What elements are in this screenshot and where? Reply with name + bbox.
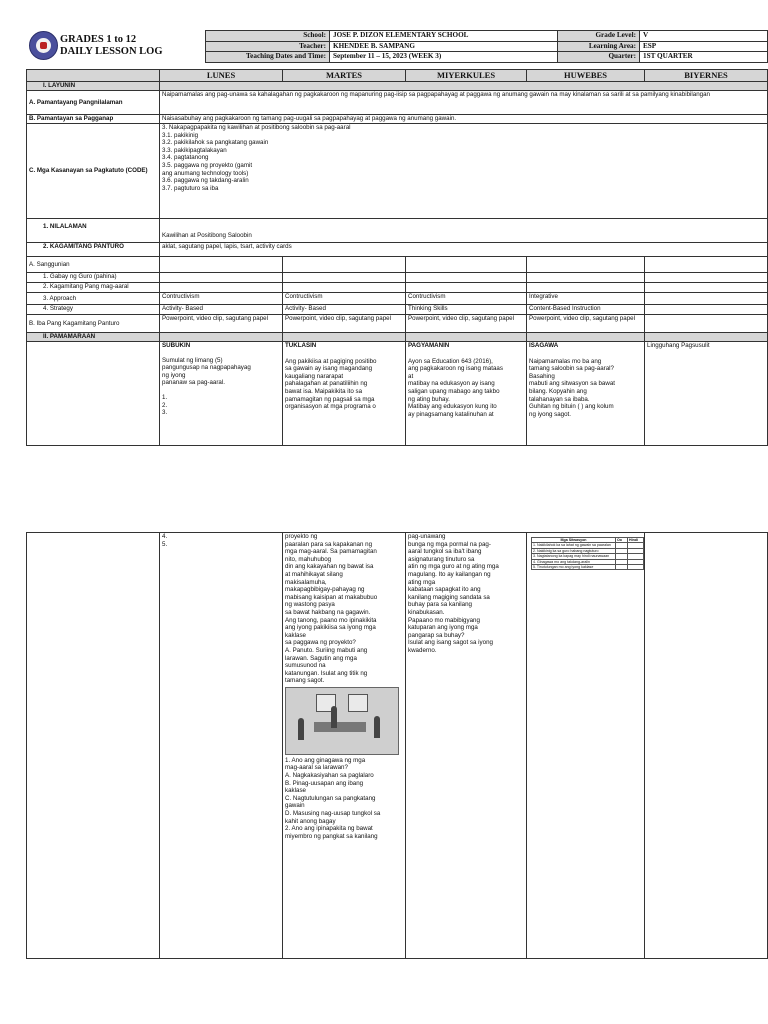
strategy-lunes: Activity- Based (160, 305, 283, 315)
miyerkules-procedure: PAGYAMANIN Ayon sa Education 643 (2016), ang pagkakaroon ng isang mataas at matibay na edukasyon ay isang saligan upang mabago ang takbo ng ating buhay. Matibay ang edukasyon kung ito ay pinagsamang katalinuhan at (406, 342, 527, 446)
pamantayang-pangnilalaman-text: Naipamamalas ang pag-unawa sa kahalagahan ng pagkakaroon ng mapanuring pag-iisip sa pagpapahayag at paggawa ng anumang gawain na may kinalaman sa sarili at sa pamilyang kinabibilangan (160, 91, 768, 115)
gabay-label: 1. Gabay ng Guro (pahina) (27, 273, 160, 283)
approach-lunes: Contructivism (160, 293, 283, 305)
day-header-huwebes: HUWEBES (527, 70, 645, 82)
approach-martes: Contructivism (283, 293, 406, 305)
iba-miyerkules: Powerpoint, video clip, sagutang papel (406, 315, 527, 333)
iba-pang-kagamitan-label: B. Iba Pang Kagamitang Panturo (27, 315, 160, 333)
quarter-label: Quarter: (558, 52, 640, 63)
iba-martes: Powerpoint, video clip, sagutang papel (283, 315, 406, 333)
school-label: School: (206, 31, 330, 42)
kagamitan-mag-label: 2. Kagamitang Pang mag-aaral (27, 283, 160, 293)
lesson-log-table-page1 (26, 69, 767, 446)
document-title: GRADES 1 to 12 DAILY LESSON LOG (60, 34, 163, 57)
pamamaraan-heading: II. PAMAMARAAN (27, 333, 160, 342)
grade-label: Grade Level: (558, 31, 640, 42)
nilalaman-text: Kawilihan at Positibong Saloobin (160, 219, 768, 243)
lunes-procedure: SUBUKIN Sumulat ng limang (5) pangungusap na nagpapahayag ng iyong pananaw sa pag-aaral. 1. 2. 3. (160, 342, 283, 446)
kagamitang-panturo-label: 2. KAGAMITANG PANTURO (27, 243, 160, 257)
strategy-huwebes: Content-Based Instruction (527, 305, 645, 315)
strategy-label: 4. Strategy (27, 305, 160, 315)
area-label: Learning Area: (558, 41, 640, 52)
corner-cell (27, 70, 160, 82)
deped-seal-icon (29, 31, 58, 60)
teacher-value: KHENDEE B. SAMPANG (330, 41, 558, 52)
layunin-heading: I. LAYUNIN (27, 82, 160, 91)
nilalaman-label: 1. NILALAMAN (27, 219, 160, 243)
classroom-illustration (285, 687, 399, 755)
lunes-procedure-continued: 4. 5. (160, 533, 283, 959)
header-info-table (205, 30, 768, 63)
area-value: ESP (640, 41, 768, 52)
biyernes-procedure: Lingguhang Pagsusulit (645, 342, 768, 446)
sitwasyon-table: Mga Sitwasyon Oo Hindi 1. Nakikilahok ka sa lahat ng gawain sa paaralan 2. Nakikinig ka sa guro habang nagtuturo 3. Nagtatanong ka kapag may hindi naunawaan 4. Ginagawa mo ang takdang-aralin 5. Tinutulungan mo ang iyong kaklase (531, 537, 644, 570)
pamantayan-pagganap-label: B. Pamantayan sa Pagganap (27, 115, 160, 124)
quarter-value: 1ST QUARTER (640, 52, 768, 63)
dates-value: September 11 – 15, 2023 (WEEK 3) (330, 52, 558, 63)
strategy-miyerkules: Thinking Skills (406, 305, 527, 315)
approach-huwebes: Integrative (527, 293, 645, 305)
iba-huwebes: Powerpoint, video clip, sagutang papel (527, 315, 645, 333)
martes-procedure: TUKLASIN Ang pakikiisa at pagiging positibo sa gawain ay isang magandang kaugaliang nararapat pahalagahan at panatiliihin ng bawat isa. Maipakikita ito sa pamamagitan ng pagsali sa mga organisasyon at mga programa o (283, 342, 406, 446)
kasanayan-label: C. Mga Kasanayan sa Pagkatuto (CODE) (27, 124, 160, 219)
huwebes-procedure: ISAGAWA Naipamamalas mo ba ang tamang saloobin sa pag-aaral? Basahing mabuti ang sitwasyon sa bawat bilang. Kopyahin ang talahanayan sa ibaba. Guhitan ng bituin ( ) ang kolum ng iyong sagot. (527, 342, 645, 446)
day-header-lunes: LUNES (160, 70, 283, 82)
teacher-label: Teacher: (206, 41, 330, 52)
dates-label: Teaching Dates and Time: (206, 52, 330, 63)
lesson-log-table-page2 (26, 532, 767, 959)
header (26, 30, 767, 62)
iba-lunes: Powerpoint, video clip, sagutang papel (160, 315, 283, 333)
kasanayan-list: 3. Nakapagpapakita ng kawilihan at positibong saloobin sa pag-aaral 3.1. pakikinig 3.2. pakikilahok sa pangkatang gawain 3.3. pakikipagtalakayan 3.4. pagtatanong 3.5. paggawa ng proyekto (gamit ang anumang technology tools) 3.6. paggawa ng takdang-aralin 3.7. pagtuturo sa iba (160, 124, 768, 219)
approach-miyerkules: Contructivism (406, 293, 527, 305)
strategy-martes: Activity- Based (283, 305, 406, 315)
kagamitang-panturo-text: aklat, sagutang papel, lapis, tsart, activity cards (160, 243, 768, 257)
pamantayan-pagganap-text: Naisasabuhay ang pagkakaroon ng tamang pag-uugali sa pagpapahayag at paggawa ng anumang gawain. (160, 115, 768, 124)
day-header-biyernes: BIYERNES (645, 70, 768, 82)
huwebes-procedure-continued (527, 533, 645, 959)
miyerkules-procedure-continued: pag-unawang bunga ng mga pormal na pag- aaral tungkol sa iba't ibang asignaturang tinuturo sa atin ng mga guro at ng ating mga magulang. Ito ay kailangan ng ating mga kabataan sapagkat ito ang kanilang magiging sandata sa buhay para sa kanilang kinabukasan. Papaano mo mabibigyang katuparan ang iyong mga pangarap sa buhay? Isulat ang isang sagot sa iyong kwaderno. (406, 533, 527, 959)
school-value: JOSE P. DIZON ELEMENTARY SCHOOL (330, 31, 558, 42)
approach-label: 3. Approach (27, 293, 160, 305)
sanggunian-label: A. Sanggunian (27, 257, 160, 273)
grade-value: V (640, 31, 768, 42)
day-header-miyerkules: MIYERKULES (406, 70, 527, 82)
day-header-martes: MARTES (283, 70, 406, 82)
martes-procedure-continued: proyekto ng paaralan para sa kapakanan ng mga mag-aaral. Sa pamamagitan nito, mahuhubog din ang kakayahan ng bawat isa at mahihikayat silang makisalamuha, makapagbibigay-pahayag ng mabisang kaisipan at makabubuo ng wastong pasya sa bawat hakbang na gagawin. Ang tanong, paano mo ipinakikita ang iyong pakikiisa sa iyong mga kaklase sa paggawa ng proyekto? A. Panuto. Suriing mabuti ang larawan. Sagutin ang mga sumusunod na katanungan. Isulat ang titik ng tamang sagot. 1. Ano ang ginagawa ng mga mag-aaral sa larawan? A. Nagkakasiyahan sa paglalaro B. Pinag-uusapan ang ibang kaklase C. Nagtutulungan sa pangkatang gawain D. Masusing nag-uusap tungkol sa kahit anong bagay 2. Ano ang ipinapakita ng bawat miyembro ng pangkat sa kanilang (283, 533, 406, 959)
pamantayang-pangnilalaman-label: A. Pamantayang Pangnilalaman (27, 91, 160, 115)
